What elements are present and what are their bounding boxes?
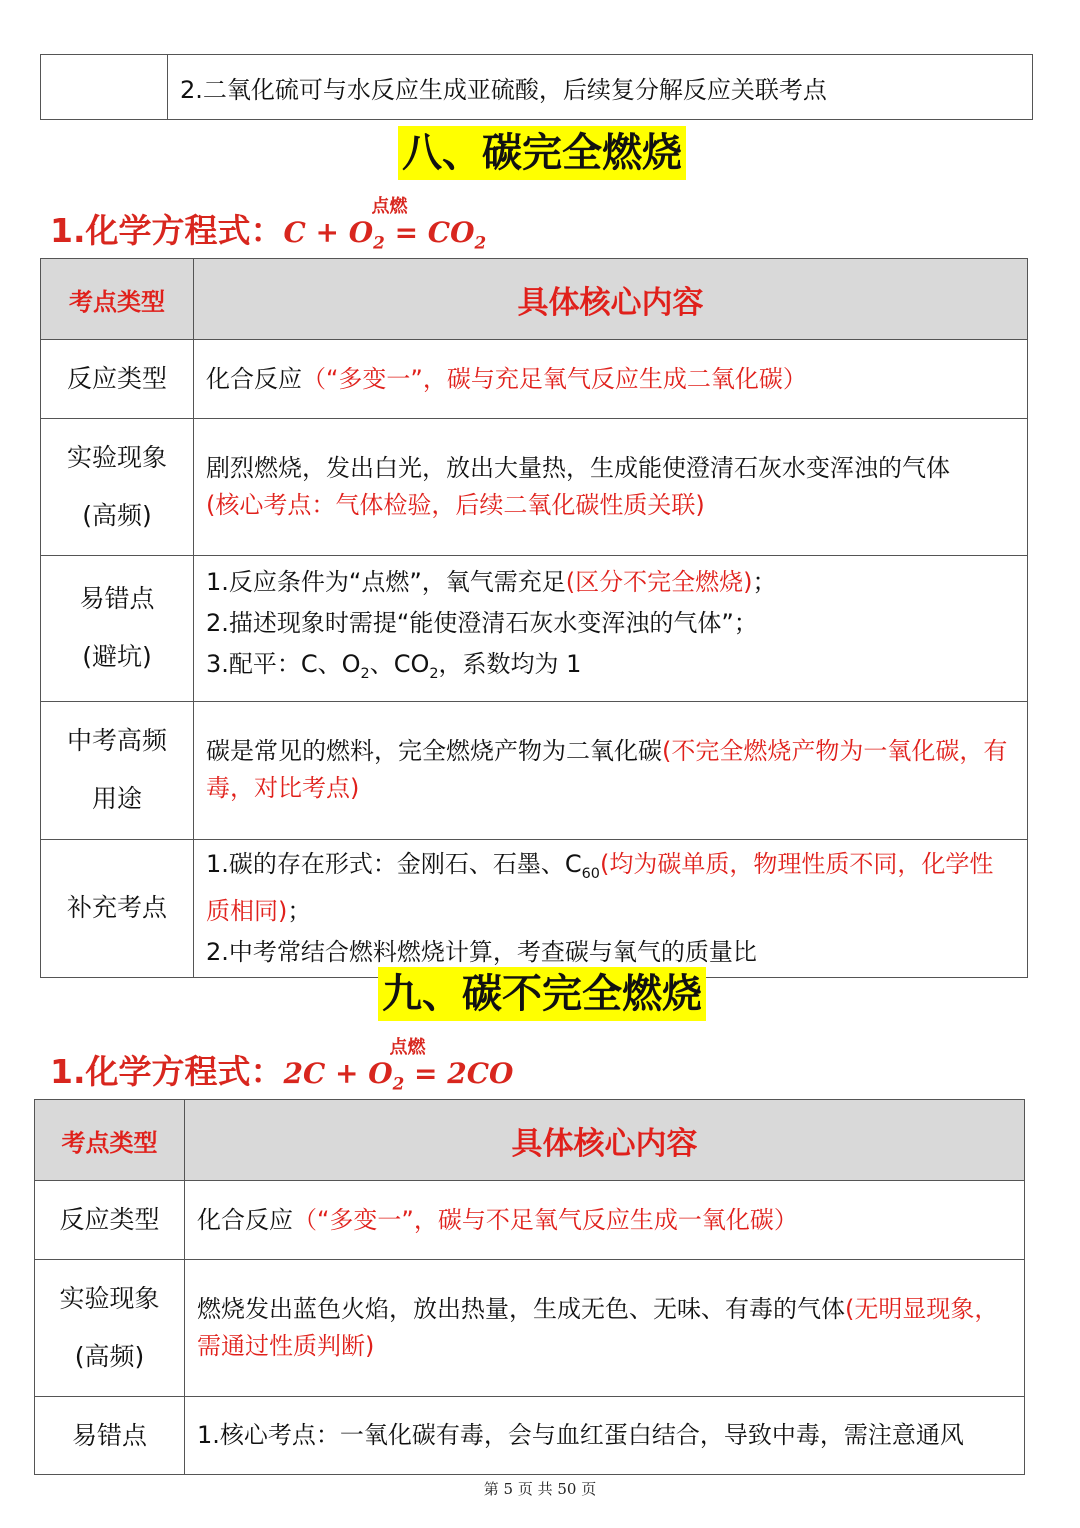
table-row	[41, 839, 1028, 977]
row-content	[194, 701, 1028, 839]
content-red-note: （“多变一”，碳与充足氧气反应生成二氧化碳）	[302, 364, 807, 393]
category-line: 实验现象	[59, 1284, 160, 1313]
table-row	[41, 701, 1028, 839]
section9-eq-label: 1.化学方程式：	[50, 1052, 284, 1091]
content-text: ；	[287, 896, 312, 925]
content-text: 碳是常见的燃料，完全燃烧产物为二氧化碳	[206, 737, 662, 766]
section9-title: 九、碳不完全燃烧	[378, 967, 706, 1021]
row-category: 反应类型	[35, 1181, 185, 1260]
content-line	[206, 562, 1015, 603]
row-content	[185, 1181, 1025, 1260]
table-row	[35, 1181, 1025, 1260]
eq-sub: 2	[373, 232, 385, 253]
content-text: 1.反应条件为“点燃”，氧气需充足	[206, 568, 566, 596]
category-line: 实验现象	[66, 443, 167, 472]
content-text: 3.配平：C、O	[206, 650, 361, 678]
subscript: 60	[581, 865, 600, 882]
content-red-note: (核心考点：气体检验，后续二氧化碳性质关联)	[206, 491, 705, 519]
top-table-left-cell	[41, 55, 168, 120]
content-text: 化合反应	[197, 1205, 293, 1234]
eq-left: 2C + O	[283, 1057, 393, 1090]
section8-eq-label: 1.化学方程式：	[50, 211, 284, 250]
eq-condition: 点燃	[389, 1037, 426, 1058]
row-content	[194, 839, 1028, 977]
row-category: 反应类型	[41, 340, 194, 419]
section9-table	[34, 1099, 1025, 1475]
top-table-right-cell: 2.二氧化硫可与水反应生成亚硫酸，后续复分解反应关联考点	[168, 55, 1033, 120]
top-partial-table	[40, 54, 1033, 120]
content-red-note: (不完全燃烧产物为一氧化碳，有毒，对比考点)	[206, 737, 1008, 803]
table-row	[41, 556, 1028, 702]
row-category	[41, 701, 194, 839]
content-text: 剧烈燃烧，发出白光，放出大量热，生成能使澄清石灰水变浑浊的气体	[206, 454, 950, 482]
table-row	[41, 340, 1028, 419]
content-line: 2.描述现象时需提“能使澄清石灰水变浑浊的气体”；	[206, 609, 758, 637]
content-text: 、CO	[369, 650, 430, 678]
category-line: (高频)	[82, 501, 152, 530]
header-col-content: 具体核心内容	[185, 1100, 1025, 1181]
table-row	[35, 1397, 1025, 1475]
content-red-note: (无明显现象，需通过性质判断)	[197, 1295, 999, 1360]
eq-sub: 2	[392, 1073, 405, 1094]
row-content	[194, 340, 1028, 419]
section8-equation	[50, 196, 487, 253]
header-col-type: 考点类型	[41, 259, 194, 340]
subscript: 2	[429, 665, 439, 682]
row-category: 易错点	[35, 1397, 185, 1475]
eq-right: = 2CO	[404, 1057, 514, 1090]
row-category: 补充考点	[41, 839, 194, 977]
category-line: (高频)	[74, 1342, 145, 1371]
section8-table	[40, 258, 1028, 978]
row-category	[41, 556, 194, 702]
content-red-note: (区分不完全燃烧)	[565, 568, 753, 596]
eq-right: = CO	[384, 216, 475, 249]
content-line	[206, 644, 1015, 695]
subscript: 2	[360, 665, 370, 682]
row-content	[194, 556, 1028, 702]
table-row	[35, 1260, 1025, 1397]
content-red-note: （“多变一”，碳与不足氧气反应生成一氧化碳）	[293, 1205, 798, 1234]
category-line: 用途	[91, 784, 142, 814]
row-content	[194, 419, 1028, 556]
eq-sub: 2	[474, 232, 487, 253]
content-text: 1.碳的存在形式：金刚石、石墨、C	[206, 849, 582, 878]
category-line: 易错点	[79, 584, 155, 614]
row-category	[35, 1260, 185, 1397]
eq-condition: 点燃	[371, 196, 408, 217]
row-content	[185, 1260, 1025, 1397]
content-text: ；	[752, 568, 777, 596]
content-line: 2.中考常结合燃料燃烧计算，考查碳与氧气的质量比	[206, 937, 757, 966]
section9-formula	[283, 1037, 514, 1094]
content-red-note: (均为碳单质，物理性质不同，化学性质相同)	[206, 849, 994, 925]
eq-left: C + O	[283, 216, 374, 249]
table-row	[41, 419, 1028, 556]
content-text: 化合反应	[206, 364, 302, 393]
section9-equation	[50, 1037, 514, 1094]
row-category	[41, 419, 194, 556]
section8-formula	[283, 196, 487, 253]
header-col-type: 考点类型	[35, 1100, 185, 1181]
category-line: 中考高频	[66, 726, 167, 756]
content-text: 燃烧发出蓝色火焰，放出热量，生成无色、无味、有毒的气体	[197, 1295, 845, 1323]
content-text: ，系数均为 1	[438, 650, 582, 678]
content-line	[206, 846, 1015, 930]
section8-title: 八、碳完全燃烧	[398, 126, 686, 180]
row-content: 1.核心考点：一氧化碳有毒，会与血红蛋白结合，导致中毒，需注意通风	[185, 1397, 1025, 1475]
header-col-content: 具体核心内容	[194, 259, 1028, 340]
page-footer: 第 5 页 共 50 页	[483, 1480, 597, 1498]
category-line: (避坑)	[82, 642, 152, 672]
